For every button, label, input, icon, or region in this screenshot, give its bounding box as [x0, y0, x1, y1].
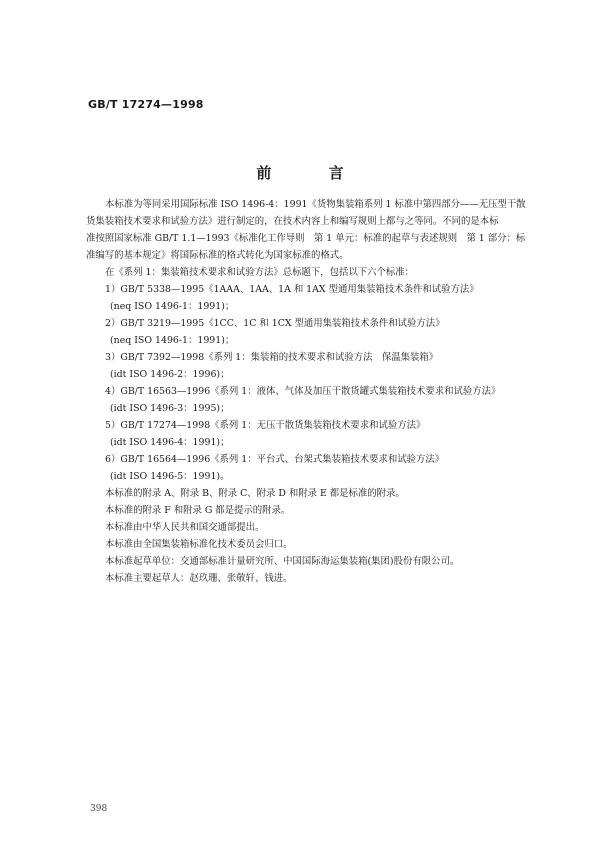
- closing-line-4: 本标准由全国集装箱标准化技术委员会归口。: [105, 539, 293, 550]
- standard-ref-6: (idt ISO 1496-5：1991)。: [110, 471, 230, 482]
- closing-line-3: 本标准由中华人民共和国交通部提出。: [105, 522, 265, 533]
- standard-item-4: 4）GB/T 16563—1996《系列 1：液体、气体及加压干散货罐式集装箱技术要求和试验方法》: [105, 386, 501, 397]
- standard-item-5: 5）GB/T 17274—1998《系列 1：无压干散货集装箱技术要求和试验方法》: [105, 420, 426, 431]
- closing-line-6: 本标准主要起草人：赵玖珊、张敬轩、钱进。: [105, 573, 293, 584]
- standard-ref-2: (neq ISO 1496-1：1991)；: [110, 335, 235, 346]
- page-title: 前 言: [256, 164, 370, 182]
- standard-ref-3: (idt ISO 1496-2：1996)；: [110, 369, 230, 380]
- intro-line-3: 准按照国家标准 GB/T 1.1—1993《标准化工作导则 第 1 单元：标准的起草与表述规则 第 1 部分：标: [86, 233, 526, 244]
- intro-line-4: 准编写的基本规定》将国际标准的格式转化为国家标准的格式。: [86, 250, 349, 261]
- standard-ref-4: (idt ISO 1496-3：1995)；: [110, 403, 230, 414]
- closing-line-1: 本标准的附录 A、附录 B、附录 C、附录 D 和附录 E 都是标准的附录。: [105, 488, 405, 499]
- foreword-body: [86, 196, 530, 587]
- intro-line-1: 本标准为等同采用国际标准 ISO 1496-4：1991《货物集装箱系列 1 标准中第四部分——无压型干散: [105, 199, 526, 210]
- standard-item-1: 1）GB/T 5338—1995《1AAA、1AA、1A 和 1AX 型通用集装箱技术条件和试验方法》: [105, 284, 479, 295]
- standard-item-3: 3）GB/T 7392—1998《系列 1：集装箱的技术要求和试验方法 保温集装箱》: [105, 352, 439, 363]
- standard-item-2: 2）GB/T 3219—1995《1CC、1C 和 1CX 型通用集装箱技术条件和试验方法》: [105, 318, 445, 329]
- standard-code: GB/T 17274—1998: [88, 98, 204, 111]
- series-intro: 在《系列 1：集装箱技术要求和试验方法》总标题下，包括以下六个标准：: [105, 267, 414, 278]
- closing-line-2: 本标准的附录 F 和附录 G 都是提示的附录。: [105, 505, 291, 516]
- intro-line-2: 货集装箱技术要求和试验方法》进行制定的，在技术内容上和编写规则上都与之等同。不同的是本标: [86, 216, 499, 227]
- page-number: 398: [90, 804, 108, 814]
- standard-ref-1: (neq ISO 1496-1：1991)；: [110, 301, 235, 312]
- standard-item-6: 6）GB/T 16564—1996《系列 1：平台式、台架式集装箱技术要求和试验方法》: [105, 454, 445, 465]
- closing-line-5: 本标准起草单位：交通部标准计量研究所、中国国际海运集装箱(集团)股份有限公司。: [105, 556, 460, 567]
- standard-ref-5: (idt ISO 1496-4：1991)；: [110, 437, 230, 448]
